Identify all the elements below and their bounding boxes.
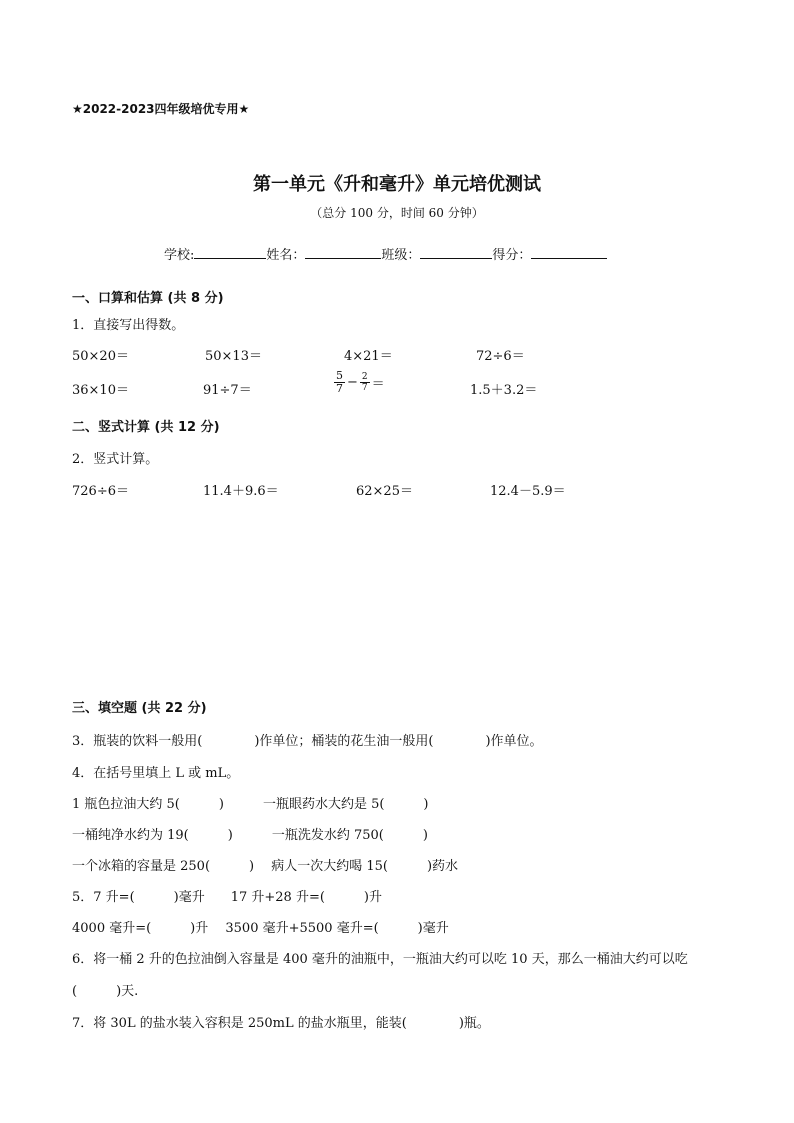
calc-item: 50×13＝ — [205, 349, 262, 364]
fraction: $\frac{5}{7}$ — [336, 369, 343, 395]
vertical-calc-item: 12.4－5.9＝ — [490, 484, 566, 499]
question-6: 6．将一桶 2 升的色拉油倒入容量是 400 毫升的油瓶中，一瓶油大约可以吃 10 天，那么一桶油大约可以吃 — [72, 952, 688, 967]
fill-line: 一桶纯净水约为 19( ) 一瓶洗发水约 750( ) — [72, 828, 428, 843]
class-blank[interactable] — [420, 246, 492, 259]
fill-line: ( )天. — [72, 984, 139, 999]
score-label: 得分： — [492, 248, 532, 263]
school-label: 学校: — [164, 248, 195, 263]
question-2: 2．竖式计算。 — [72, 452, 159, 467]
question-7: 7．将 30L 的盐水装入容积是 250mL 的盐水瓶里，能装( )瓶。 — [72, 1016, 490, 1031]
calc-item: 50×20＝ — [72, 349, 129, 364]
question-5: 5．7 升=( )毫升 17 升+28 升=( )升 — [72, 890, 382, 905]
section-3-heading: 三、填空题 (共 22 分) — [72, 701, 207, 716]
subtitle: （总分 100 分，时间 60 分钟） — [310, 206, 484, 220]
fill-line: 1 瓶色拉油大约 5( ) 一瓶眼药水大约是 5( ) — [72, 797, 429, 812]
question-1: 1．直接写出得数。 — [72, 318, 185, 333]
question-4: 4．在括号里填上 L 或 mL。 — [72, 766, 240, 781]
vertical-calc-item: 726÷6＝ — [72, 484, 129, 499]
vertical-calc-item: 11.4＋9.6＝ — [203, 484, 279, 499]
calc-item: 1.5＋3.2＝ — [470, 383, 538, 398]
calc-item: 4×21＝ — [344, 349, 393, 364]
fraction-expression: $\frac{5}{7}$ − $\frac{2}{7}$ ＝ — [336, 369, 385, 395]
fill-line: 4000 毫升=( )升 3500 毫升+5500 毫升=( )毫升 — [72, 921, 449, 936]
section-1-heading: 一、口算和估算 (共 8 分) — [72, 291, 224, 306]
school-blank[interactable] — [194, 246, 266, 259]
question-3: 3．瓶装的饮料一般用( )作单位；桶装的花生油一般用( )作单位。 — [72, 734, 543, 749]
score-blank[interactable] — [531, 246, 607, 259]
banner: ★2022-2023四年级培优专用★ — [72, 102, 250, 116]
student-info — [164, 244, 607, 263]
name-label: 姓名： — [266, 248, 306, 263]
page-title: 第一单元《升和毫升》单元培优测试 — [253, 174, 541, 195]
class-label: 班级： — [381, 248, 421, 263]
name-blank[interactable] — [305, 246, 381, 259]
fill-line: 一个冰箱的容量是 250( ) 病人一次大约喝 15( )药水 — [72, 859, 459, 874]
calc-item: 36×10＝ — [72, 383, 129, 398]
fraction: $\frac{2}{7}$ — [361, 372, 368, 393]
calc-item: 91÷7＝ — [203, 383, 252, 398]
calc-item: 72÷6＝ — [476, 349, 525, 364]
section-2-heading: 二、竖式计算 (共 12 分) — [72, 420, 220, 435]
vertical-calc-item: 62×25＝ — [356, 484, 413, 499]
